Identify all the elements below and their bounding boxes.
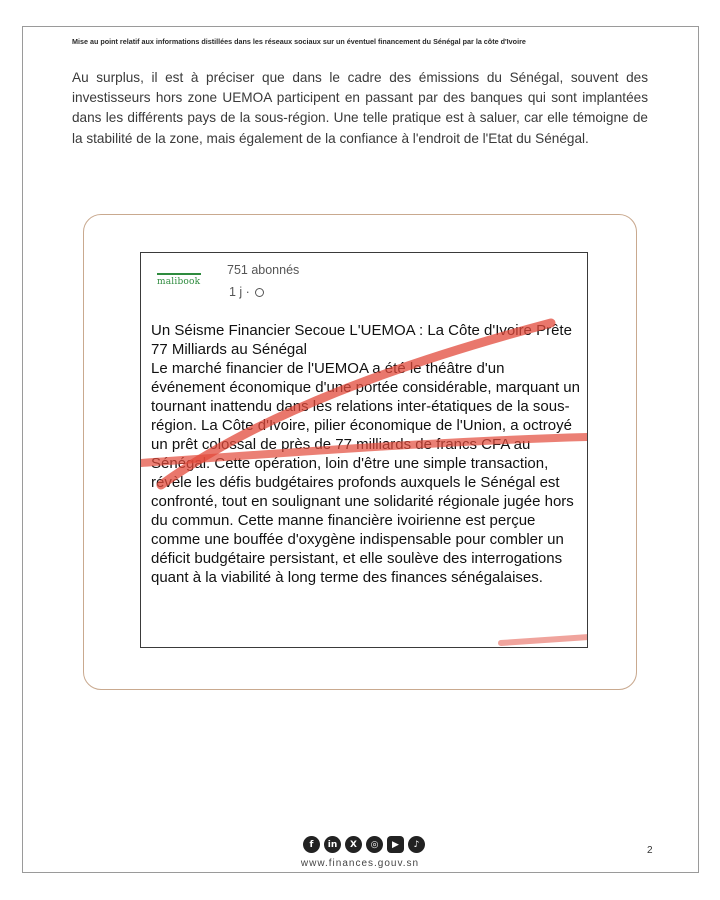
body-paragraph: Au surplus, il est à préciser que dans le cadre des émissions du Sénégal, souvent des investisseurs hors zone UEMOA participent en passant par des banques qui sont implantées dans les différents pays de la sous-région. Une telle pratique est à saluer, car elle témoigne de la stabilité de la zone, mais également de la confiance à l'endroit de l'Etat du Sénégal.	[72, 70, 648, 146]
strike-line-3	[501, 637, 588, 643]
followers-count: 751 abonnés	[227, 263, 300, 277]
social-icons	[303, 836, 425, 854]
post-body: Le marché financier de l'UEMOA a été le théâtre d'un événement économique d'une portée considérable, marquant un tournant inattendu dans les relations inter-étatiques de la sous-région. La Côte d'Ivoire, pilier économique de l'Union, a octroyé un prêt colossal de près de 77 milliards de francs CFA au Sénégal. Cette opération, loin d'être une simple transaction, révèle les défis budgétaires profonds auxquels le Sénégal est confronté, tout en soulignant une solidarité régionale jugée hors du commun. Cette manne financière ivoirienne est perçue comme une bouffée d'oxygène indispensable pour combler un déficit budgétaire persistant, et elle soulève des interrogations quant à la viabilité à long terme des finances sénégalaises.	[151, 360, 580, 586]
social-post-screenshot	[140, 252, 588, 648]
instagram-icon[interactable]: ◎	[366, 836, 383, 853]
linkedin-icon[interactable]: in	[324, 836, 341, 853]
post-time: 1 j ·	[229, 285, 264, 299]
post-header	[157, 263, 457, 309]
post-title: Un Séisme Financier Secoue L'UEMOA : La Côte d'Ivoire Prête 77 Milliards au Sénégal	[151, 322, 572, 358]
x-icon[interactable]: X	[345, 836, 362, 853]
youtube-icon[interactable]: ▶	[387, 836, 404, 853]
malibook-logo: malibook	[157, 273, 203, 287]
globe-icon	[255, 288, 264, 297]
tiktok-icon[interactable]: ♪	[408, 836, 425, 853]
page-number: 2	[647, 845, 653, 856]
document-header: Mise au point relatif aux informations distillées dans les réseaux sociaux sur un éventuel financement du Sénégal par la côte d'Ivoire	[72, 37, 526, 46]
website-url[interactable]: www.finances.gouv.sn	[300, 858, 420, 869]
facebook-icon[interactable]: f	[303, 836, 320, 853]
